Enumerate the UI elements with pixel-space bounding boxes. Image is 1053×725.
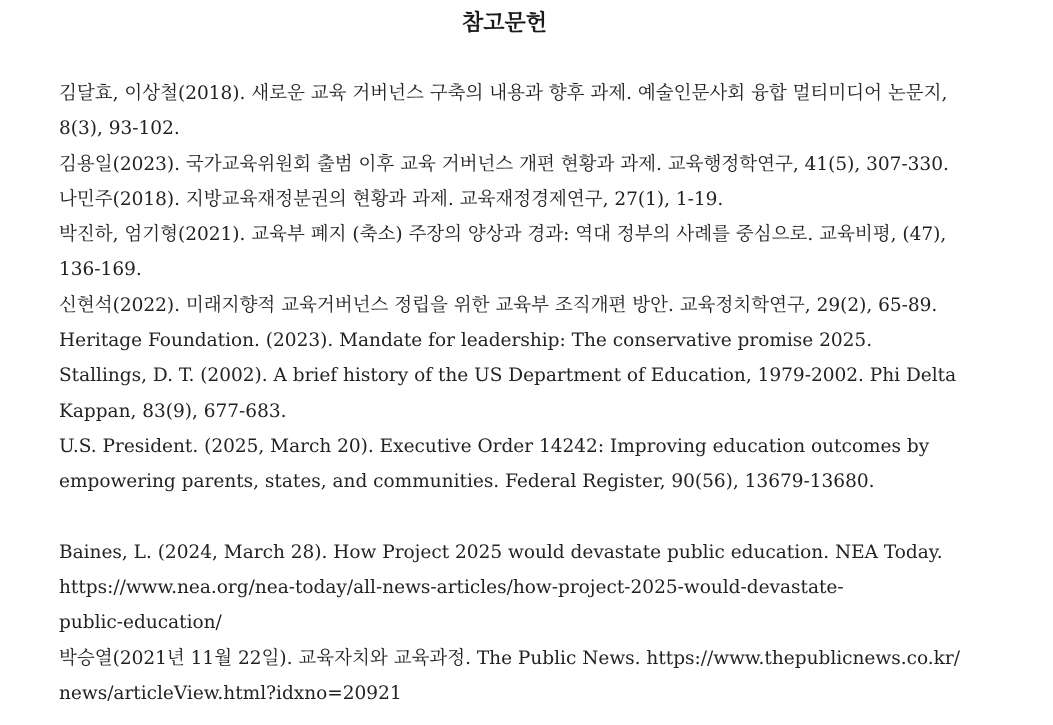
reference-item — [59, 641, 1019, 712]
reference-line: https://www.nea.org/nea-today/all-news-articles/how-project-2025-would-devastate- — [59, 577, 844, 599]
reference-line: empowering parents, states, and communities. Federal Register, 90(56), 13679-13680. — [59, 471, 875, 493]
reference-line: 박승열(2021년 11월 22일). 교육자치와 교육과정. The Public News. https://www.thepublicnews.co.kr/ — [59, 647, 960, 669]
reference-line: 김달효, 이상철(2018). 새로운 교육 거버넌스 구축의 내용과 향후 과제. 예술인문사회 융합 멀티미디어 논문지, — [59, 83, 948, 104]
reference-item — [59, 535, 1019, 641]
reference-line: Heritage Foundation. (2023). Mandate for leadership: The conservative promise 2025. — [59, 330, 873, 352]
reference-line: 김용일(2023). 국가교육위원회 출범 이후 교육 거버넌스 개편 현황과 과제. 교육행정학연구, 41(5), 307-330. — [59, 153, 949, 175]
reference-item — [59, 323, 1019, 358]
reference-item — [59, 182, 1019, 217]
reference-item — [59, 288, 1019, 323]
reference-item — [59, 358, 1019, 429]
reference-item — [59, 217, 1019, 288]
reference-line: 나민주(2018). 지방교육재정분권의 현황과 과제. 교육재정경제연구, 27(1), 1-19. — [59, 188, 724, 210]
reference-line: news/articleView.html?idxno=20921 — [59, 683, 402, 705]
reference-line: U.S. President. (2025, March 20). Executive Order 14242: Improving education outcomes by — [59, 435, 930, 457]
reference-line: 신현석(2022). 미래지향적 교육거버넌스 정립을 위한 교육부 조직개편 방안. 교육정치학연구, 29(2), 65-89. — [59, 294, 938, 316]
page-title: 참고문헌 — [461, 11, 547, 36]
reference-list — [59, 76, 1019, 711]
reference-item — [59, 76, 1019, 147]
reference-line: Kappan, 83(9), 677-683. — [59, 400, 287, 422]
reference-line: 8(3), 93-102. — [59, 118, 180, 140]
reference-item — [59, 147, 1019, 182]
reference-line: 박진하, 엄기형(2021). 교육부 폐지 (축소) 주장의 양상과 경과: 역대 정부의 사례를 중심으로. 교육비평, (47), — [59, 224, 947, 246]
reference-line: public-education/ — [59, 612, 222, 634]
reference-line: Baines, L. (2024, March 28). How Project 2025 would devastate public education. NEA Today. — [59, 541, 943, 563]
reference-item — [59, 429, 1019, 500]
reference-line: Stallings, D. T. (2002). A brief history of the US Department of Education, 1979-2002. Phi Delta — [59, 365, 957, 387]
reference-line: 136-169. — [59, 259, 142, 281]
